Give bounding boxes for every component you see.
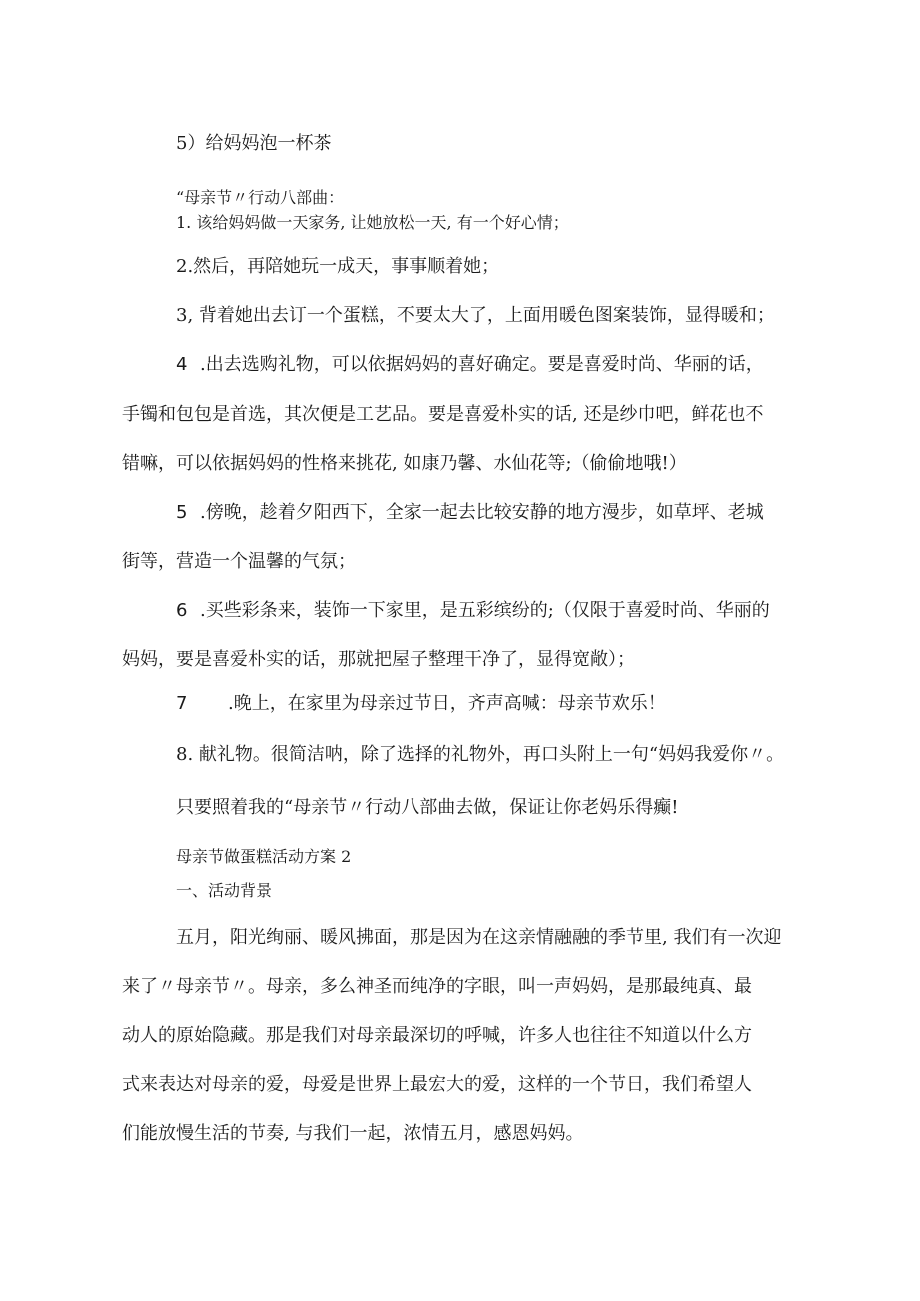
step-5-text: .傍晚，趁着夕阳西下，全家一起去比较安静的地方漫步，如草坪、老城 — [200, 502, 764, 523]
step-1: 1. 该给妈妈做一天家务, 让她放松一天, 有一个好心情； — [176, 213, 569, 232]
step-3: 3, 背着她出去订一个蛋糕，不要太大了，上面用暖色图案装饰，显得暖和； — [176, 305, 775, 326]
step-6-line-1 — [176, 599, 770, 623]
step-5-number: 5 — [176, 502, 188, 523]
step-7 — [176, 692, 666, 716]
background-line-4: 式来表达对母亲的爱，母爱是世界上最宏大的爱，这样的一个节日，我们希望人 — [122, 1074, 752, 1095]
step-6-line-2: 妈妈，要是喜爱朴实的话，那就把屋子整理干净了，显得宽敞）； — [122, 649, 635, 670]
background-line-3: 动人的原始隐藏。那是我们对母亲最深切的呼喊，许多人也往往不知道以什么方 — [122, 1025, 752, 1046]
step-4-text: .出去选购礼物，可以依据妈妈的喜好确定。要是喜爱时尚、华丽的话， — [200, 354, 764, 375]
step-5-line-1 — [176, 501, 764, 525]
background-line-5: 们能放慢生活的节奏, 与我们一起，浓情五月，感恩妈妈。 — [122, 1123, 584, 1144]
item-tea: 5）给妈妈泡一杯茶 — [176, 133, 332, 154]
step-6-text: .买些彩条来，装饰一下家里，是五彩缤纷的;（仅限于喜爱时尚、华丽的 — [200, 600, 770, 621]
plan-title: “母亲节〃行动八部曲： — [176, 188, 345, 207]
background-line-2: 来了〃母亲节〃。母亲，多么神圣而纯净的字眼，叫一声妈妈，是那最纯真、最 — [122, 976, 752, 997]
step-7-number: 7 — [176, 693, 188, 714]
closing-line: 只要照着我的“母亲节〃行动八部曲去做，保证让你老妈乐得癫! — [176, 797, 679, 818]
step-8: 8. 献礼物。很简洁呐，除了选择的礼物外，再口头附上一句“妈妈我爱你〃。 — [176, 744, 785, 765]
background-line-1: 五月，阳光绚丽、暖风拂面，那是因为在这亲情融融的季节里, 我们有一次迎 — [176, 927, 782, 948]
step-2: 2.然后，再陪她玩一成天，事事顺着她； — [176, 256, 500, 277]
subsection-heading: 一、活动背景 — [176, 881, 273, 900]
step-4-line-2: 手镯和包包是首选，其次便是工艺品。要是喜爱朴实的话, 还是纱巾吧，鲜花也不 — [122, 404, 764, 425]
step-5-line-2: 街等，营造一个温馨的气氛； — [122, 551, 356, 572]
step-7-text: .晚上，在家里为母亲过节日，齐声高喊：母亲节欢乐！ — [228, 693, 666, 714]
step-4-number: 4 — [176, 354, 188, 375]
step-4-line-3: 错嘛，可以依据妈妈的性格来挑花, 如康乃馨、水仙花等;（偷偷地哦!） — [122, 453, 687, 474]
section-title: 母亲节做蛋糕活动方案 2 — [176, 847, 352, 866]
step-4-line-1 — [176, 353, 764, 377]
step-6-number: 6 — [176, 600, 188, 621]
